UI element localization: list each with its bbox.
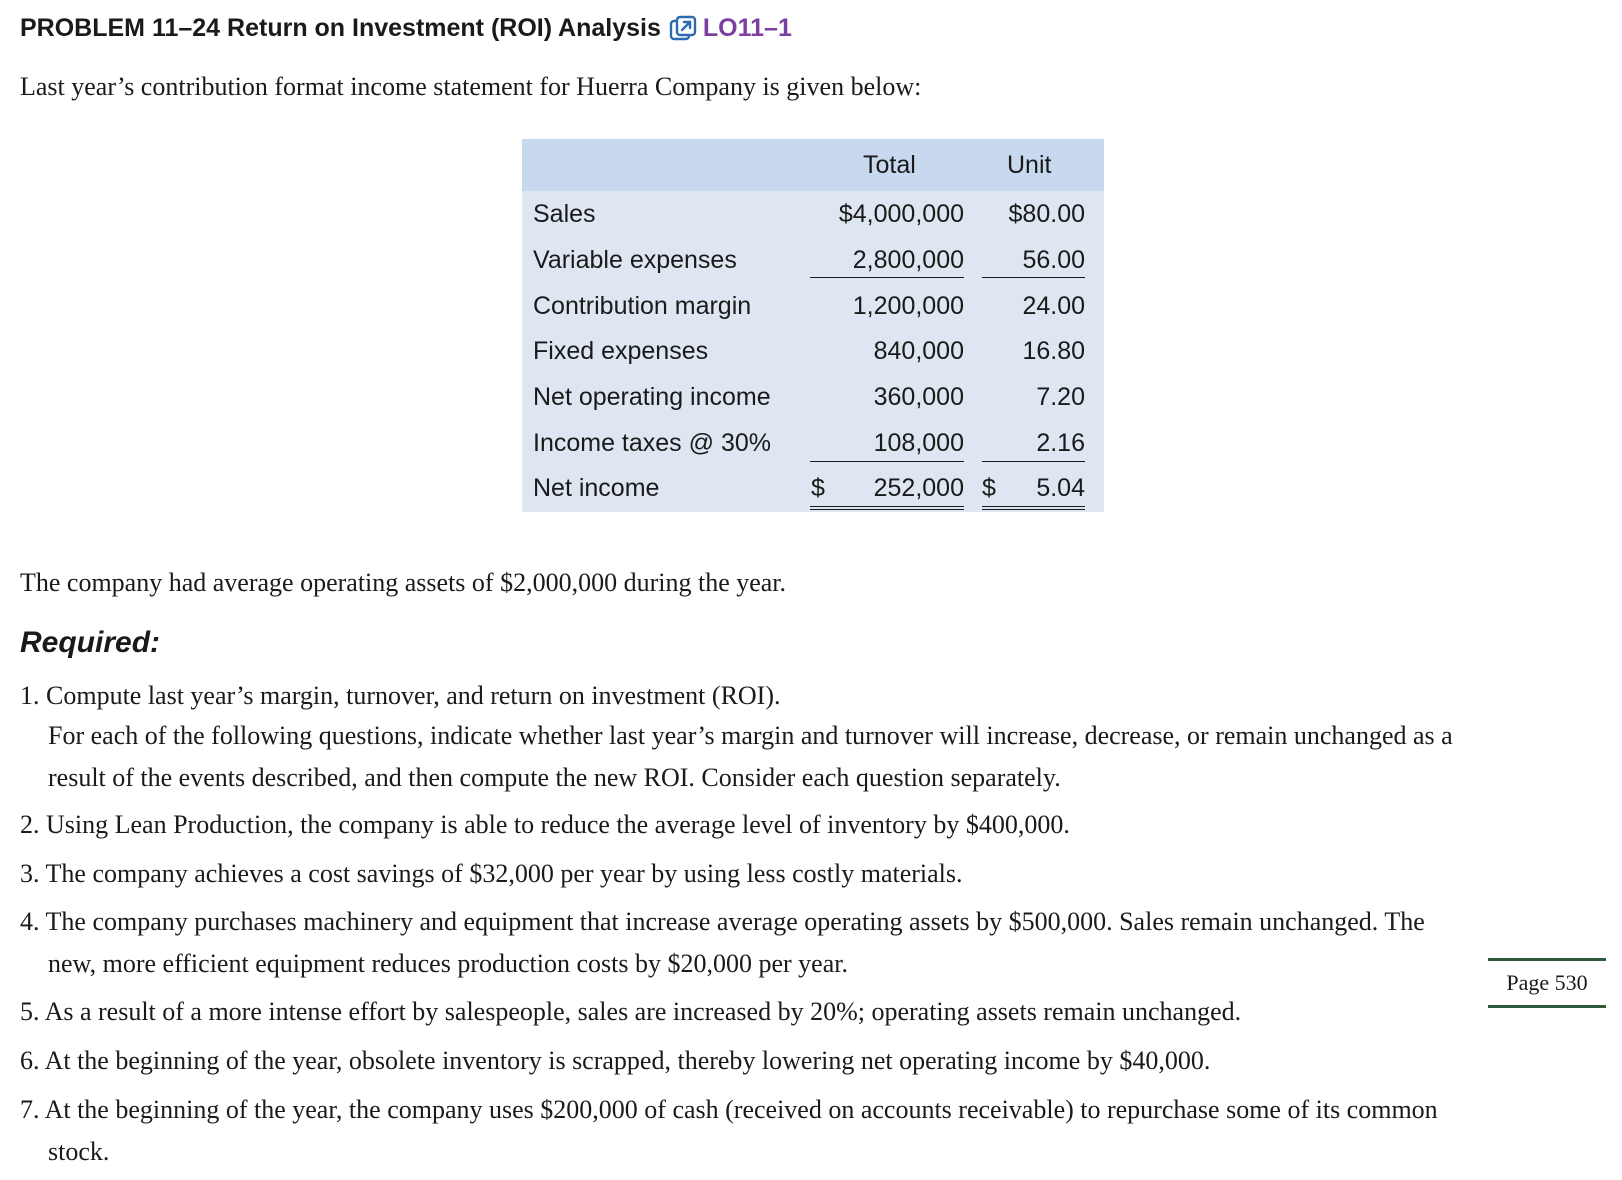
column-header-total: Total <box>863 151 916 179</box>
row-unit: 2.16 <box>1036 429 1085 457</box>
subtotal-rule <box>810 277 964 278</box>
row-unit: 5.04 <box>1036 474 1085 502</box>
subtotal-rule <box>810 461 964 462</box>
currency-sign: $ <box>811 474 825 502</box>
question-7: 7. At the beginning of the year, the company uses $200,000 of cash (received on accounts receivable) to repurchase some of its common <box>20 1095 1438 1124</box>
question-1: 1. Compute last year’s margin, turnover, and return on investment (ROI). <box>20 681 781 710</box>
page-marker: Page 530 <box>1488 958 1606 1008</box>
column-header-unit: Unit <box>1007 151 1052 179</box>
question-4: 4. The company purchases machinery and equipment that increase average operating assets by $500,000. Sales remain unchanged. The <box>20 907 1425 936</box>
row-label: Net operating income <box>533 383 771 411</box>
question-6: 6. At the beginning of the year, obsolete inventory is scrapped, thereby lowering net operating income by $40,000. <box>20 1046 1211 1075</box>
row-unit: 56.00 <box>1022 246 1085 274</box>
income-statement-table <box>522 139 1104 512</box>
row-total: 2,800,000 <box>852 246 964 274</box>
question-1-instructions-cont: result of the events described, and then compute the new ROI. Consider each question separately. <box>48 763 1061 792</box>
table-header-row <box>522 139 1104 191</box>
row-label: Fixed expenses <box>533 337 709 365</box>
intro-text: Last year’s contribution format income statement for Huerra Company is given below: <box>20 72 922 101</box>
row-label: Variable expenses <box>533 246 737 274</box>
row-label: Net income <box>533 474 660 502</box>
row-unit: 24.00 <box>1022 292 1085 320</box>
subtotal-rule <box>982 277 1085 278</box>
question-4-cont: new, more efficient equipment reduces production costs by $20,000 per year. <box>48 949 848 978</box>
total-double-rule <box>982 509 1085 510</box>
question-7-cont: stock. <box>48 1137 110 1166</box>
question-1-instructions: For each of the following questions, indicate whether last year’s margin and turnover will increase, decrease, or remain unchanged as a <box>48 721 1453 750</box>
question-3: 3. The company achieves a cost savings of $32,000 per year by using less costly materials. <box>20 859 963 888</box>
row-unit: $80.00 <box>1008 200 1085 228</box>
row-total: 360,000 <box>873 383 964 411</box>
row-total: 252,000 <box>873 474 964 502</box>
total-double-rule <box>982 506 1085 507</box>
row-unit: 16.80 <box>1022 337 1085 365</box>
row-total: 840,000 <box>873 337 964 365</box>
row-unit: 7.20 <box>1036 383 1085 411</box>
question-5: 5. As a result of a more intense effort by salespeople, sales are increased by 20%; operating assets remain unchanged. <box>20 997 1242 1026</box>
problem-header <box>20 14 792 43</box>
required-heading: Required: <box>20 626 161 659</box>
row-total: 1,200,000 <box>852 292 964 320</box>
external-link-icon[interactable] <box>669 15 697 43</box>
subtotal-rule <box>982 461 1085 462</box>
total-double-rule <box>810 506 964 507</box>
learning-objective-link[interactable]: LO11–1 <box>702 14 792 42</box>
row-label: Sales <box>533 200 596 228</box>
row-total: $4,000,000 <box>838 200 964 228</box>
total-double-rule <box>810 509 964 510</box>
row-label: Income taxes @ 30% <box>533 429 771 457</box>
problem-title: PROBLEM 11–24 Return on Investment (ROI) Analysis <box>20 14 661 42</box>
currency-sign: $ <box>982 474 996 502</box>
row-label: Contribution margin <box>533 292 752 320</box>
question-2: 2. Using Lean Production, the company is able to reduce the average level of inventory by $400,000. <box>20 810 1070 839</box>
row-total: 108,000 <box>873 429 964 457</box>
assets-text: The company had average operating assets of $2,000,000 during the year. <box>20 568 787 597</box>
